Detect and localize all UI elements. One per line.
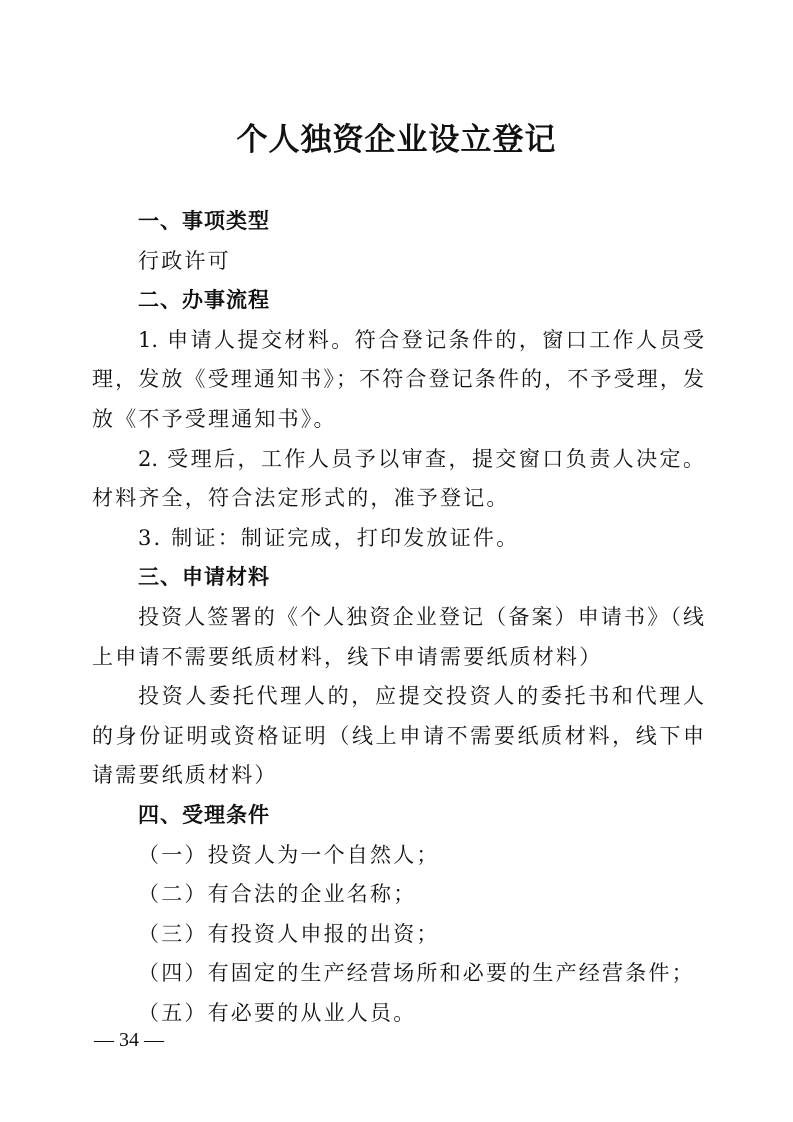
condition-item-1: （一）投资人为一个自然人； [138,842,440,867]
document-title: 个人独资企业设立登记 [236,122,557,158]
section-heading-conditions: 四、受理条件 [138,802,270,827]
section-heading-process: 二、办事流程 [138,288,270,313]
process-step-1-line-1: 1. 申请人提交材料。符合登记条件的，窗口工作人员受 [138,327,704,352]
condition-item-5: （五）有必要的从业人员。 [138,1000,417,1025]
condition-item-2: （二）有合法的企业名称； [138,882,417,907]
process-step-2-line-1: 2. 受理后，工作人员予以审查，提交窗口负责人决定。 [138,446,704,471]
page-number: — 34 — [94,1029,164,1051]
process-step-3-line-1: 3. 制证：制证完成，打印发放证件。 [138,525,520,550]
section-heading-materials: 三、申请材料 [138,565,270,590]
type-body: 行政许可 [138,248,231,273]
process-step-2-line-2: 材料齐全，符合法定形式的，准予登记。 [92,486,510,511]
materials-item-2-line-3: 请需要纸质材料） [92,763,278,788]
condition-item-3: （三）有投资人申报的出资； [138,921,440,946]
section-heading-type: 一、事项类型 [138,209,270,233]
process-step-1-line-3: 放《不予受理通知书》。 [92,406,337,431]
process-step-1-line-2: 理，发放《受理通知书》；不符合登记条件的，不予受理，发 [92,367,704,392]
document-body [92,202,704,1033]
materials-item-2-line-2: 的身份证明或资格证明（线上申请不需要纸质材料，线下申 [92,723,704,748]
materials-item-1-line-1: 投资人签署的《个人独资企业登记（备案）申请书》（线 [138,604,704,629]
materials-item-1-line-2: 上申请不需要纸质材料，线下申请需要纸质材料） [92,644,603,669]
materials-item-2-line-1: 投资人委托代理人的，应提交投资人的委托书和代理人 [138,684,704,709]
condition-item-4: （四）有固定的生产经营场所和必要的生产经营条件； [138,961,695,986]
